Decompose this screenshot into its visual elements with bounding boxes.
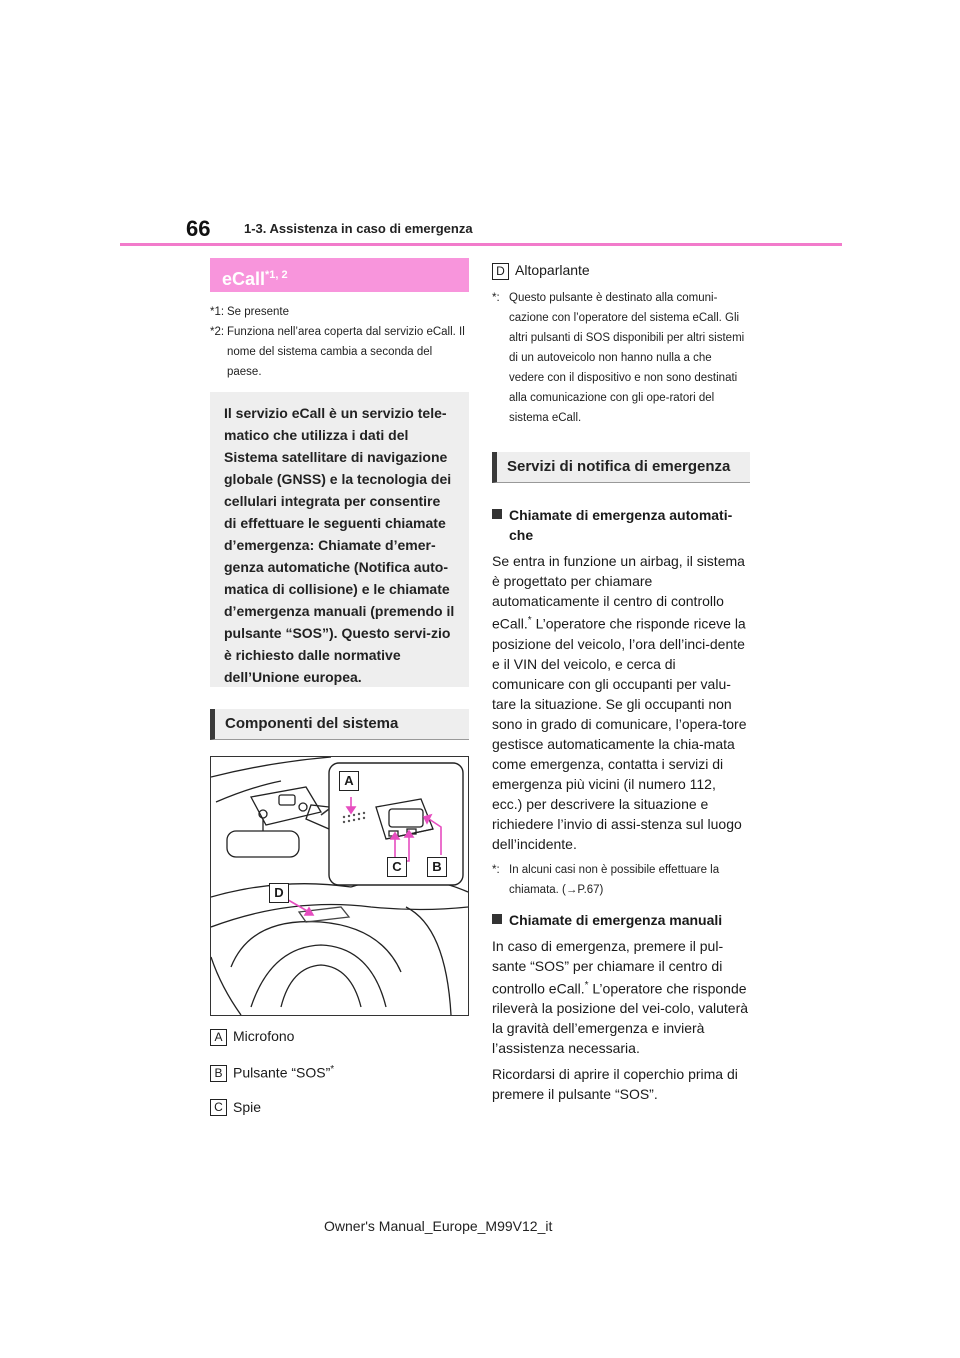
figure-label-d: D <box>269 883 289 903</box>
auto-calls-text-1: Se entra in funzione un airbag, il sistema è progettato per chiamare automaticamente il centro di controllo eCall. <box>492 553 745 632</box>
auto-calls-text-2: L’operatore che risponde riceve la posizione del veicolo, l’ora dell’inci-dente e il VIN del veicolo, e cerca di comunicare con gli occupanti per valu-tare la situazione. Se gli occupanti non sono in grado di comunicare, l’opera-tore gestisce automaticamente la chia-mata come emergenza, contatta i servizi di emergenza più vicini (il numero 112, ecc.) per descrivere la situazione e richiedere l’invio di assi-stenza sul luogo dell’incidente. <box>492 615 747 852</box>
ecall-title-sup: *1, 2 <box>265 269 288 281</box>
figure-label-a: A <box>339 771 359 791</box>
legend-text: Pulsante “SOS” <box>233 1064 331 1081</box>
header-rule <box>120 243 842 246</box>
page-number: 66 <box>186 216 211 241</box>
footnote-text: Se presente <box>227 306 290 318</box>
legend-item-d <box>492 260 750 280</box>
figure-label-b: B <box>427 857 447 877</box>
footnote-mark: *1: <box>210 306 225 318</box>
bullet-square <box>492 914 502 924</box>
auto-calls-sup: * <box>527 615 532 626</box>
ecall-title-bar <box>210 258 469 292</box>
legend-text: Microfono <box>233 1028 295 1044</box>
figure-label-c: C <box>387 857 407 877</box>
footnote-mark: *: <box>492 292 500 304</box>
car-interior-illustration <box>211 757 468 1015</box>
services-title: Servizi di notifica di emergenza <box>492 452 750 483</box>
footnote-text: Funziona nell’area coperta dal servizio eCall. Il nome del sistema cambia a seconda del paese. <box>227 326 465 378</box>
manual-calls-text-1: In caso di emergenza, premere il pul-sante “SOS” per chiamare il centro di controllo eCall. <box>492 937 724 997</box>
right-column <box>492 260 750 1104</box>
legend-item-a <box>210 1026 469 1046</box>
auto-calls-title <box>492 505 750 545</box>
manual-calls-title <box>492 910 750 930</box>
left-column <box>210 258 469 1117</box>
footnote-mark: *2: <box>210 326 225 338</box>
manual-calls-sup: * <box>584 979 589 991</box>
manual-calls-title-text: Chiamate di emergenza manuali <box>509 911 723 928</box>
manual-calls-text-2: L’operatore che risponde rileverà la posizione del vei-colo, valuterà la gravità dell’emergenza e invierà l’assistenza necessaria. <box>492 980 749 1057</box>
components-title: Componenti del sistema <box>210 709 469 740</box>
legend-letter: A <box>210 1029 227 1046</box>
legend-letter: D <box>492 263 509 280</box>
footnote-mark: *: <box>492 863 500 876</box>
footnote-2 <box>210 322 469 382</box>
auto-calls-footnote <box>492 860 750 900</box>
footer-text: Owner's Manual_Europe_M99V12_it <box>324 1218 553 1234</box>
manual-calls-paragraph <box>492 936 750 1059</box>
auto-calls-paragraph <box>492 551 750 854</box>
manual-calls-reminder: Ricordarsi di aprire il coperchio prima di premere il pulsante “SOS”. <box>492 1066 738 1103</box>
button-footnote <box>492 288 750 428</box>
legend-text: Altoparlante <box>515 262 590 278</box>
legend-sup: * <box>330 1064 335 1075</box>
footnote-text: Questo pulsante è destinato alla comuni-cazione con l’operatore del sistema eCall. Gli altri pulsanti di SOS disponibili per altri sistemi di un autoveicolo non hanno nulla a che vedere con il dispositivo e non sono destinati alla comunicazione con gli ope-ratori del sistema eCall. <box>509 292 745 424</box>
legend-letter: B <box>210 1065 227 1082</box>
intro-box: Il servizio eCall è un servizio tele-matico che utilizza i dati del Sistema satellitare di navigazione globale (GNSS) e la tecnologia dei cellulari integrata per consentire di effettuare le seguenti chiamate d’emergenza: Chiamate d’emer-genza automatiche (Notifica auto-matica di collisione) e le chiamate d’emergenza manuali (premendo il pulsante “SOS”). Questo servi-zio è richiesto dalle normative dell’Unione europea. <box>210 392 469 687</box>
auto-calls-title-text: Chiamate di emergenza automati-che <box>509 507 733 543</box>
components-figure <box>210 756 469 1016</box>
footnote-1 <box>210 302 469 322</box>
legend-item-b <box>210 1060 469 1083</box>
legend-item-c <box>210 1097 469 1117</box>
ecall-title: eCall <box>222 269 266 289</box>
legend-letter: C <box>210 1099 227 1116</box>
bullet-square <box>492 509 502 519</box>
footnote-text: In alcuni casi non è possibile effettuare la chiamata. (→P.67) <box>509 863 720 896</box>
section-header: 1-3. Assistenza in caso di emergenza <box>244 221 473 236</box>
legend-text: Spie <box>233 1098 262 1115</box>
